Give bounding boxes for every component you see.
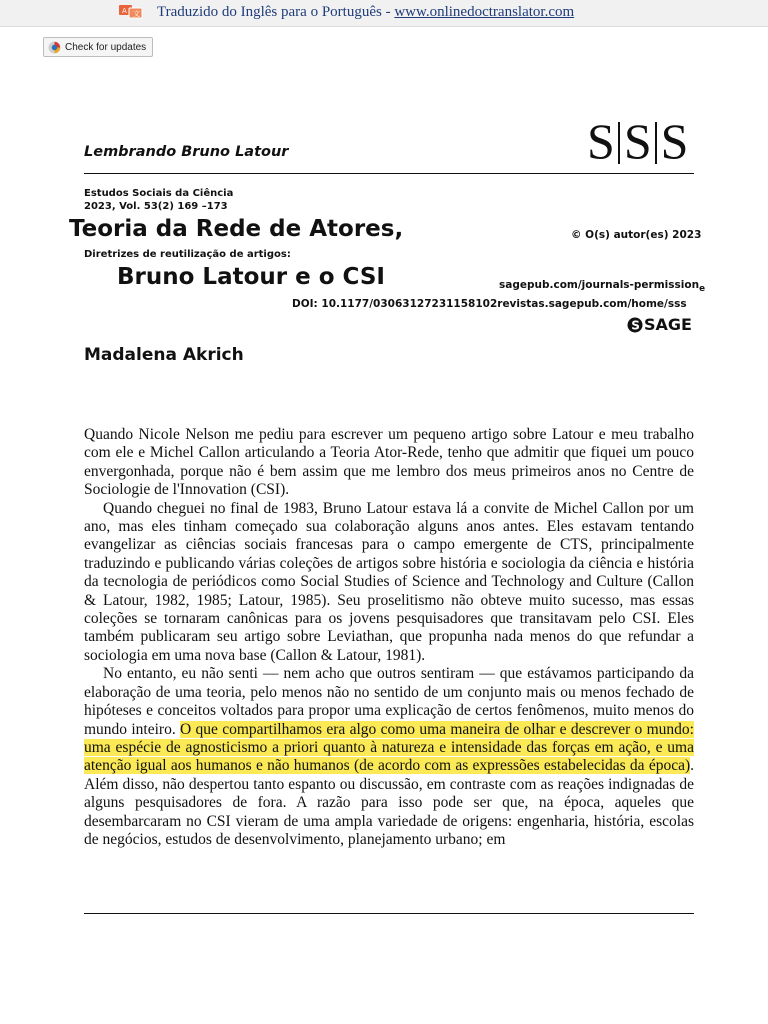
publisher-logo [627, 315, 692, 334]
permissions-sub: e [699, 284, 705, 295]
svg-text:文: 文 [133, 10, 140, 18]
copyright: © O(s) autor(es) 2023 [571, 229, 702, 241]
logo-letter: S [623, 113, 651, 169]
banner-label: Traduzido do Inglês para o Português - [157, 4, 395, 20]
paragraph-text: No entanto, eu não senti — nem acho que outros sentiram — que estávamos participando da elaboração de uma teoria, pelo menos não no sentido de um conjunto mais ou menos fechado de hipóteses e conceitos voltados para propor uma explicação de certos fenômenos, muito menos do mundo inteiro. [84, 665, 694, 738]
translate-icon [118, 4, 144, 20]
check-for-updates-button[interactable] [43, 37, 153, 57]
translator-link[interactable]: www.onlinedoctranslator.com [394, 4, 575, 20]
logo-letter: S [587, 113, 614, 169]
paragraph-text: . Além disso, não despertou tanto espanto ou discussão, em contraste com as reações indignadas de alguns pesquisadores de fora. A razão para isso pode ser que, na época, aqueles que desembarcaram no CSI vieram de uma ampla variedade de origens: engenharia, história, escolas de negócios, estudos de desenvolvimento, planejamento urbano; em [84, 757, 694, 848]
journal-name: Estudos Sociais da Ciência [84, 188, 234, 199]
sage-s-icon [627, 317, 643, 333]
article-title-line1: Teoria da Rede de Atores, [69, 216, 404, 242]
banner-text [157, 4, 574, 21]
svg-text:S: S [631, 317, 640, 332]
series-title: Lembrando Bruno Latour [84, 144, 289, 160]
paragraph: Quando cheguei no final de 1983, Bruno Latour estava lá a convite de Michel Callon por um ano, mas eles tinham começado sua colaboração alguns anos antes. Eles estavam tentando evangelizar as ciências sociais francesas para o campo emergente de CTS, principalmente traduzindo e publicando várias coleções de artigos sobre história e sociologia da ciência e história da tecnologia de periódicos como Social Studies of Science and Technology and Culture (Callon & Latour, 1982, 1985; Latour, 1985). Seu proselitismo não obteve muito sucesso, mas essas coleções se tornaram canônicas para os jovens pesquisadores que transitavam pelo CSI. Eles também publicaram seu artigo sobre Leviathan, que propunha nada menos do que refundar a sociologia em uma nova base (Callon & Latour, 1981). [84, 499, 694, 664]
publisher-name: SAGE [644, 315, 692, 334]
article-title-line2: Bruno Latour e o CSI [117, 264, 385, 290]
check-for-updates-label: Check for updates [65, 41, 147, 53]
svg-text:A: A [122, 7, 127, 15]
crossmark-icon [48, 41, 61, 54]
header-divider [84, 173, 694, 174]
highlighted-text[interactable]: O que compartilhamos era algo como uma maneira de olhar e descrever o mundo: uma espécie de agnosticismo a priori quanto à natureza e intensidade das forças em ação, e uma atenção igual aos humanos e não humanos (de acordo com as expressões estabelecidas da época) [84, 720, 694, 775]
article-body [84, 426, 694, 849]
paragraph [84, 665, 694, 849]
paragraph: Quando Nicole Nelson me pediu para escrever um pequeno artigo sobre Latour e meu trabalho com ele e Michel Callon articulando a Teoria Ator-Rede, tenho que admitir que fiquei um pouco envergonhada, porque não é bem assim que me lembro dos meus primeiros anos no Centre de Sociologie de l'Innovation (CSI). [84, 426, 694, 499]
doi[interactable]: DOI: 10.1177/03063127231158102revistas.sagepub.com/home/sss [292, 298, 687, 310]
journal-logo [587, 112, 687, 170]
author-name: Madalena Akrich [84, 345, 244, 365]
journal-issue: 2023, Vol. 53(2) 169 –173 [84, 201, 228, 212]
logo-letter: S [660, 113, 688, 169]
permissions-link[interactable] [499, 279, 705, 294]
footer-divider [84, 913, 694, 914]
reuse-guidelines: Diretrizes de reutilização de artigos: [84, 249, 291, 260]
journal-info [84, 187, 233, 213]
permissions-text: sagepub.com/journals-permission [499, 279, 700, 291]
